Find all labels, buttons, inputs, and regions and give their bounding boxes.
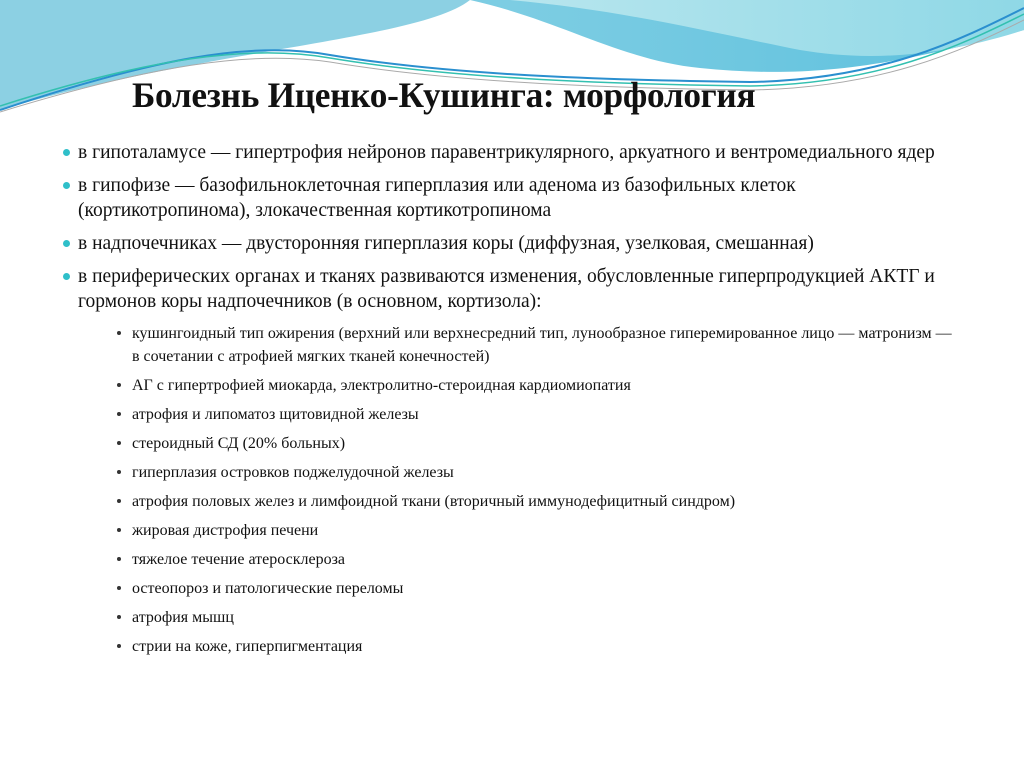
bullet-icon [63,149,70,156]
bullet-icon [117,412,121,416]
list-item [0,231,958,256]
bullet-icon [117,441,121,445]
bullet-icon [117,499,121,503]
list-item [0,264,958,314]
sub-list-item [0,606,962,629]
item-text: стероидный СД (20% больных) [132,435,346,452]
bullet-icon [117,383,121,387]
slide-title: Болезнь Иценко-Кушинга: морфология [132,75,756,115]
bullet-icon [117,644,121,648]
list-item [0,140,958,165]
item-text: в гипофизе — базофильноклеточная гиперплазия или аденома из базофильных клеток (кортикотропинома), злокачественная кортикотропинома [78,175,796,221]
sub-list-item [0,519,962,542]
sub-list-item [0,322,962,368]
item-text: АГ с гипертрофией миокарда, электролитно-стероидная кардиомиопатия [132,377,631,394]
item-text: атрофия и липоматоз щитовидной железы [132,406,419,423]
item-text: жировая дистрофия печени [132,522,319,539]
bullet-icon [63,240,70,247]
sub-list-item [0,374,962,397]
item-text: в периферических органах и тканях развиваются изменения, обусловленные гиперпродукцией АКТГ и гормонов коры надпочечников (в основном, кортизола): [78,266,935,312]
bullet-icon [63,273,70,280]
item-text: атрофия половых желез и лимфоидной ткани (вторичный иммунодефицитный синдром) [132,493,736,510]
item-text: в гипоталамусе — гипертрофия нейронов паравентрикулярного, аркуатного и вентромедиального ядер [78,142,935,163]
bullet-list [0,140,1024,664]
bullet-icon [117,470,121,474]
item-text: стрии на коже, гиперпигментация [132,638,363,655]
bullet-icon [117,331,121,335]
bullet-icon [117,528,121,532]
sub-list-item [0,548,962,571]
bullet-icon [117,615,121,619]
sub-list-item [0,432,962,455]
sub-list-item [0,577,962,600]
bullet-icon [117,557,121,561]
item-text: атрофия мышц [132,609,234,626]
item-text: остеопороз и патологические переломы [132,580,404,597]
item-text: тяжелое течение атеросклероза [132,551,345,568]
sub-list-item [0,403,962,426]
item-text: кушингоидный тип ожирения (верхний или верхнесредний тип, лунообразное гиперемированное лицо — матронизм — в сочетании с атрофией мягких тканей конечностей) [132,325,952,365]
list-item [0,173,958,223]
bullet-icon [117,586,121,590]
sub-list-item [0,461,962,484]
bullet-icon [63,182,70,189]
sub-list-item [0,490,962,513]
item-text: в надпочечниках — двусторонняя гиперплазия коры (диффузная, узелковая, смешанная) [78,233,814,254]
sub-list-item [0,635,962,658]
item-text: гиперплазия островков поджелудочной железы [132,464,454,481]
